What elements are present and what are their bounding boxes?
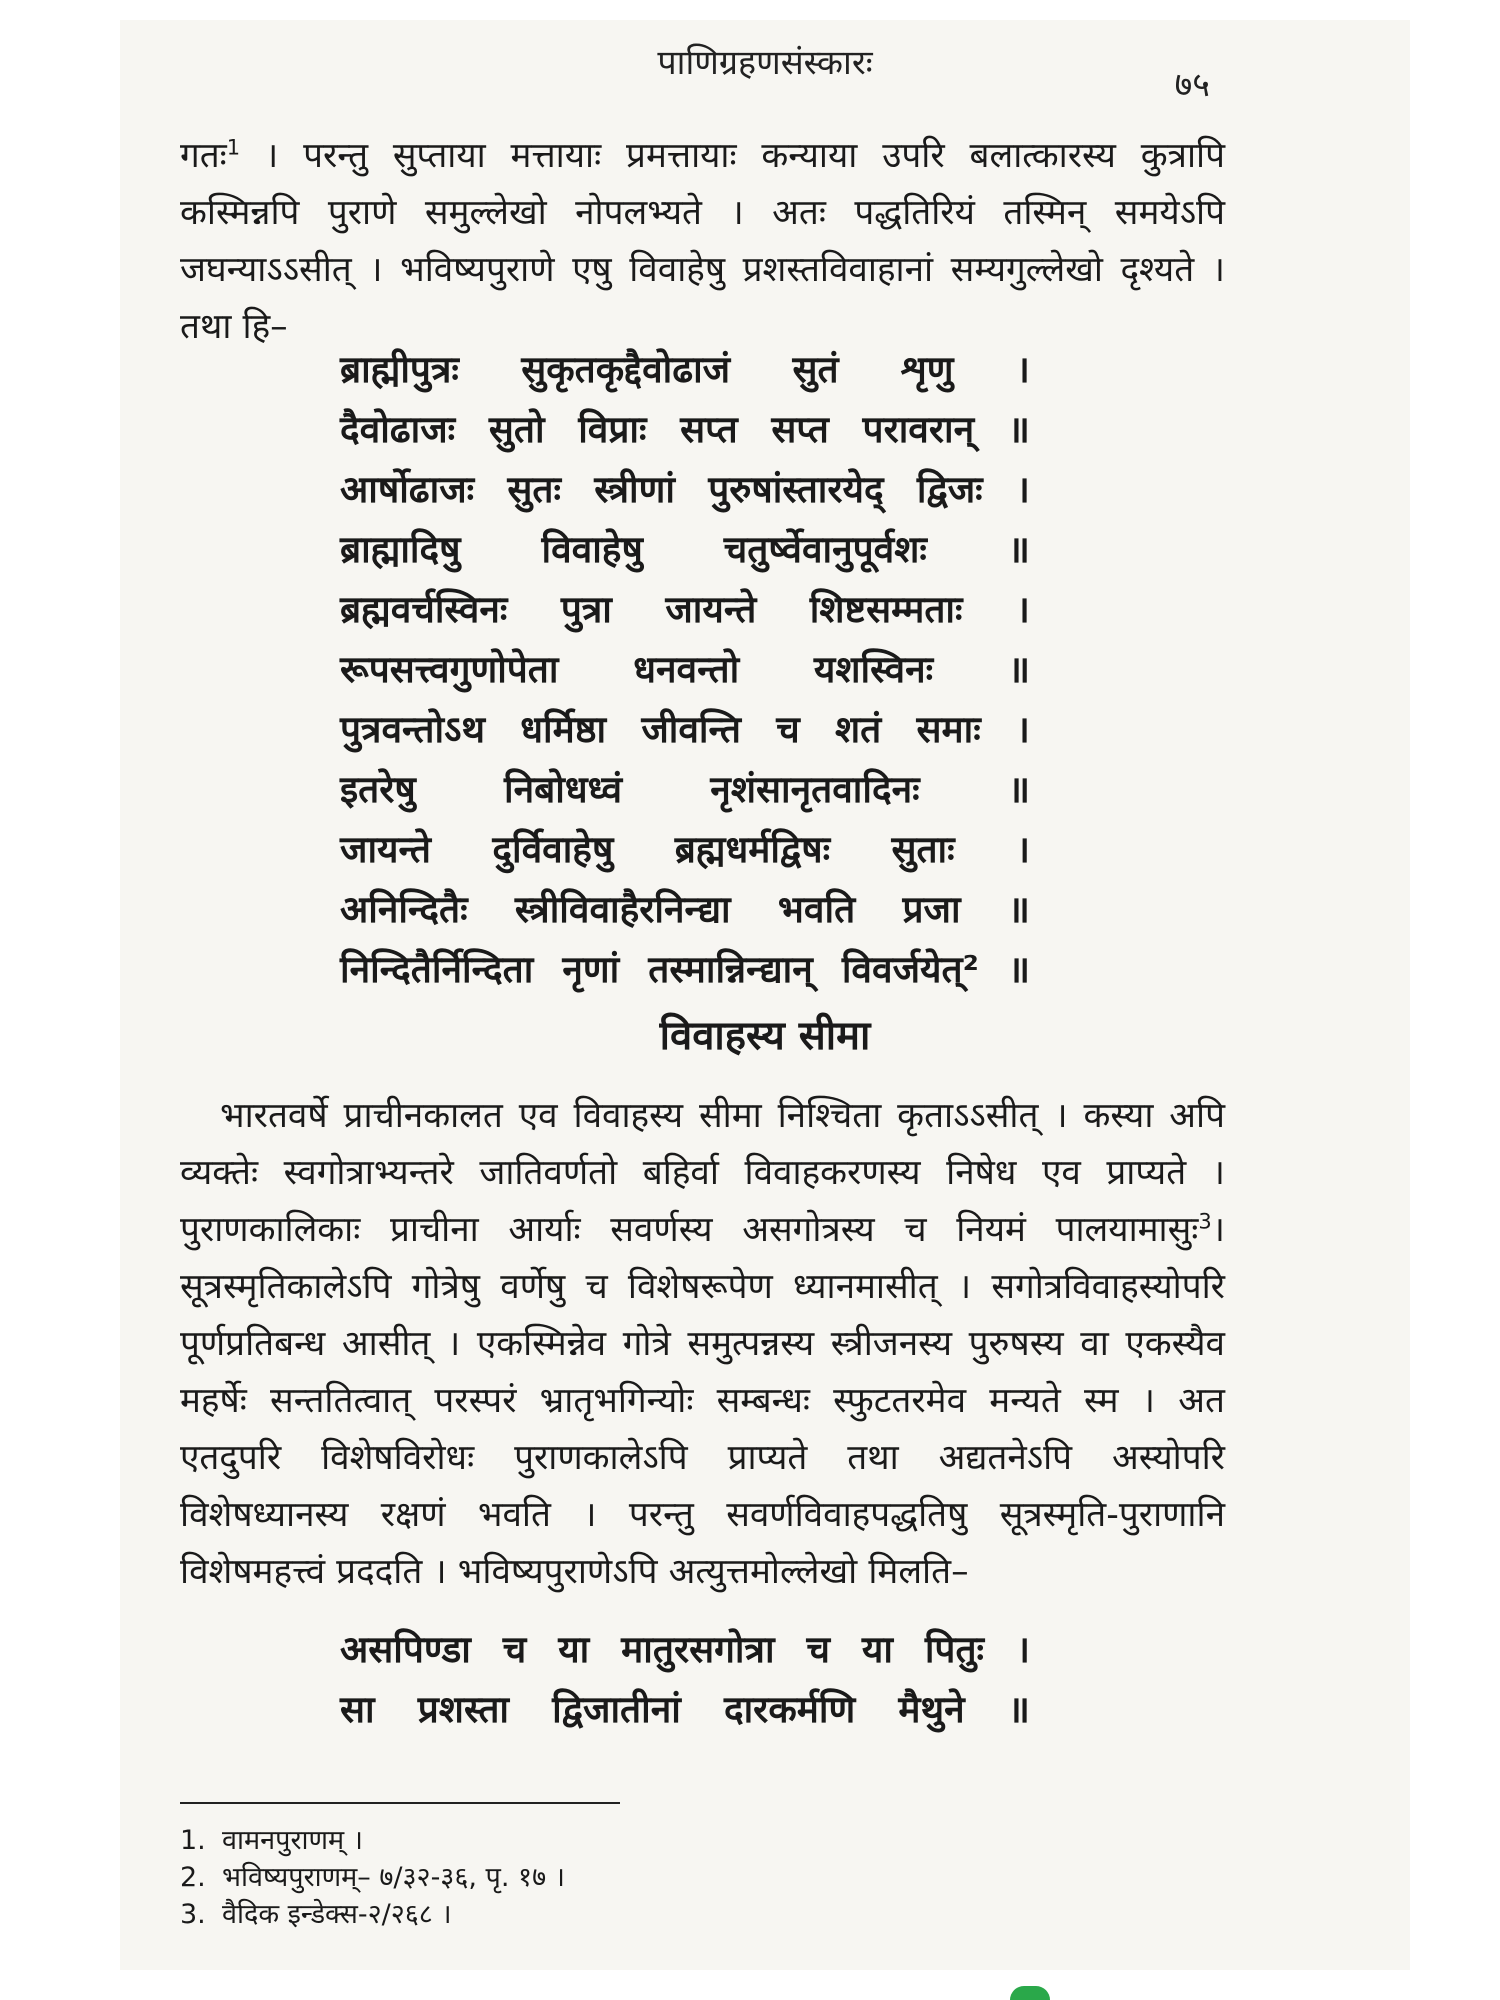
verse-word: ॥ [1007,408,1030,451]
footnote-ref: 1 [226,135,241,160]
verse-word: । [1015,588,1030,631]
footnote-text: वैदिक इन्डेक्स-२/२६८ । [222,1899,452,1930]
verse-word: पुरुषांस्तारयेद् [708,468,884,511]
verse-line [340,400,1030,460]
verse-line [340,880,1030,940]
paragraph-marriage-limits [180,1088,1225,1601]
verse-word: विवाहेषु [541,528,643,571]
footnote-text: भविष्यपुराणम्– ७/३२-३६, पृ. १७ । [222,1862,565,1893]
verse-word: ॥ [1007,648,1030,691]
green-logo-fragment [1010,1986,1050,2000]
verse-word: । [1015,468,1030,511]
footnote-text: वामनपुराणम् । [222,1825,363,1856]
verse-word: च [776,708,800,751]
verse-word: अनिन्दितैः [340,888,468,931]
verse-word: च [806,1628,830,1671]
verse-word: द्विजः [916,468,983,511]
verse-word: धर्मिष्ठा [520,708,607,751]
verse-word: पुत्रवन्तोऽथ [340,708,486,751]
verse-word: च [502,1628,527,1671]
verse-word: जायन्ते [340,828,431,871]
verse-word: ब्राह्मादिषु [340,528,461,571]
verse-word: प्रजा [902,888,961,931]
verse-word: शृणु [901,348,954,391]
verse-line [340,760,1030,820]
verse-word: शिष्टसम्मताः [809,588,963,631]
verse-word: ॥ [1007,888,1030,931]
verse-word: ब्रह्मधर्मद्विषः [674,828,831,871]
verse-word: इतरेषु [340,768,416,811]
verse-word: मातुरसगोत्रा [621,1628,775,1671]
page-number: ७५ [1174,65,1210,105]
verse-word: यशस्विनः [813,648,934,691]
verse-word: धनवन्तो [633,648,740,691]
verse-word: निन्दितैर्निन्दिता [340,948,534,991]
verse-word: । [1015,1628,1030,1671]
verse-line [340,640,1030,700]
book-page [120,20,1410,1970]
verse-word: विप्राः [578,408,647,451]
verse-word: सा [340,1688,375,1731]
footnote-ref: 3 [1198,1209,1212,1234]
verse-word: सप्त [680,408,738,451]
verse-word: विवर्जयेत्² [841,948,979,991]
verse-line [340,580,1030,640]
footnote [180,1822,565,1859]
verse-line [340,1620,1030,1680]
verse-line [340,820,1030,880]
verse-word: रूपसत्त्वगुणोपेता [340,648,559,691]
verse-block-asapinda [340,1620,1030,1740]
verse-word: सुतो [488,408,545,451]
paragraph-text: गतः [180,136,227,176]
verse-word: । [1015,828,1030,871]
verse-word: या [861,1628,893,1671]
verse-word: भवति [777,888,856,931]
verse-word: नृशंसानृतवादिनः [710,768,920,811]
footnote-number: 3. [180,1899,206,1930]
paragraph-text: भारतवर्षे प्राचीनकालत एव विवाहस्य सीमा निश्चिता कृताऽऽसीत् । कस्या अपि व्यक्तेः स्वगोत्राभ्यन्तरे जातिवर्णतो बहिर्वा विवाहकरणस्य निषेध एव प्राप्यते । पुराणकालिकाः प्राचीना आर्याः सवर्णस्य असगोत्रस्य च नियमं पालयामासुः [180,1096,1225,1250]
verse-word: सुताः [891,828,955,871]
verse-line [340,520,1030,580]
paragraph-text: । सूत्रस्मृतिकालेऽपि गोत्रेषु वर्णेषु च विशेषरूपेण ध्यानमासीत् । सगोत्रविवाहस्योपरि पूर्णप्रतिबन्ध आसीत् । एकस्मिन्नेव गोत्रे समुत्पन्नस्य स्त्रीजनस्य पुरुषस्य वा एकस्यैव महर्षेः सन्ततित्वात् परस्परं भ्रातृभगिन्योः सम्बन्धः स्फुटतरमेव मन्यते स्म । अत एतदुपरि विशेषविरोधः पुराणकालेऽपि प्राप्यते तथा अद्यतनेऽपि अस्योपरि विशेषध्यानस्य रक्षणं भवति । परन्तु सवर्णविवाहपद्धतिषु सूत्रस्मृति-पुराणानि विशेषमहत्त्वं प्रददति । भविष्यपुराणेऽपि अत्युत्तमोल्लेखो मिलति– [180,1210,1225,1592]
verse-line [340,460,1030,520]
verse-line [340,700,1030,760]
footnote-number: 2. [180,1862,206,1893]
verse-line [340,940,1030,1000]
verse-line [340,1680,1030,1740]
verse-word: स्त्रीणां [594,468,675,511]
verse-word: । [1015,348,1030,391]
verse-word: जीवन्ति [641,708,742,751]
verse-word: या [558,1628,590,1671]
verse-word: शतं [834,708,882,751]
verse-word: मैथुने [898,1688,965,1731]
paragraph-text: । परन्तु सुप्ताया मत्तायाः प्रमत्तायाः कन्याया उपरि बलात्कारस्य कुत्रापि कस्मिन्नपि पुराणे समुल्लेखो नोपलभ्यते । अतः पद्धतिरियं तस्मिन् समयेऽपि जघन्याऽऽसीत् । भविष्यपुराणे एषु विवाहेषु प्रशस्तविवाहानां सम्यगुल्लेखो दृश्यते । तथा हि– [180,136,1225,347]
verse-word: ॥ [1007,1688,1030,1731]
footnote [180,1896,565,1933]
verse-word: दुर्विवाहेषु [492,828,614,871]
verse-word: स्त्रीविवाहैरनिन्द्या [514,888,731,931]
verse-word: सुकृतकृद्दैवोढाजं [521,348,731,391]
section-heading: विवाहस्य सीमा [659,1013,871,1059]
verse-word: चतुर्ष्वेवानुपूर्वशः [723,528,927,571]
verse-word: दैवोढाजः [340,408,456,451]
verse-word: ॥ [1007,768,1030,811]
running-title: पाणिग्रहणसंस्कारः [657,43,873,83]
verse-word: ॥ [1007,528,1030,571]
footnote-number: 1. [180,1825,206,1856]
verse-line [340,340,1030,400]
verse-word: जायन्ते [665,588,757,631]
verse-word: सुतं [792,348,839,391]
verse-word: ब्रह्मवर्चस्विनः [340,588,508,631]
verse-word: पितुः [924,1628,985,1671]
verse-word: आर्षोढाजः [340,468,475,511]
footnote [180,1859,565,1896]
verse-word: सप्त [771,408,829,451]
verse-word: ॥ [1007,948,1030,991]
verse-word: सुतः [507,468,561,511]
verse-word: ब्राह्मीपुत्रः [340,348,459,391]
verse-block-bhavishya [340,340,1030,1000]
verse-word: नृणां [562,948,620,991]
footnote-divider [180,1802,620,1804]
footnotes [180,1822,565,1933]
verse-word: परावरान् [862,408,975,451]
verse-word: दारकर्मणि [723,1688,856,1731]
verse-word: समाः [916,708,981,751]
verse-word: निबोधध्वं [504,768,623,811]
verse-word: प्रशस्ता [417,1688,510,1731]
verse-word: पुत्रा [560,588,612,631]
verse-word: द्विजातीनां [552,1688,681,1731]
paragraph-intro [180,128,1225,356]
verse-word: तस्मान्निन्द्यान् [648,948,813,991]
verse-word: असपिण्डा [340,1628,471,1671]
verse-word: । [1015,708,1030,751]
